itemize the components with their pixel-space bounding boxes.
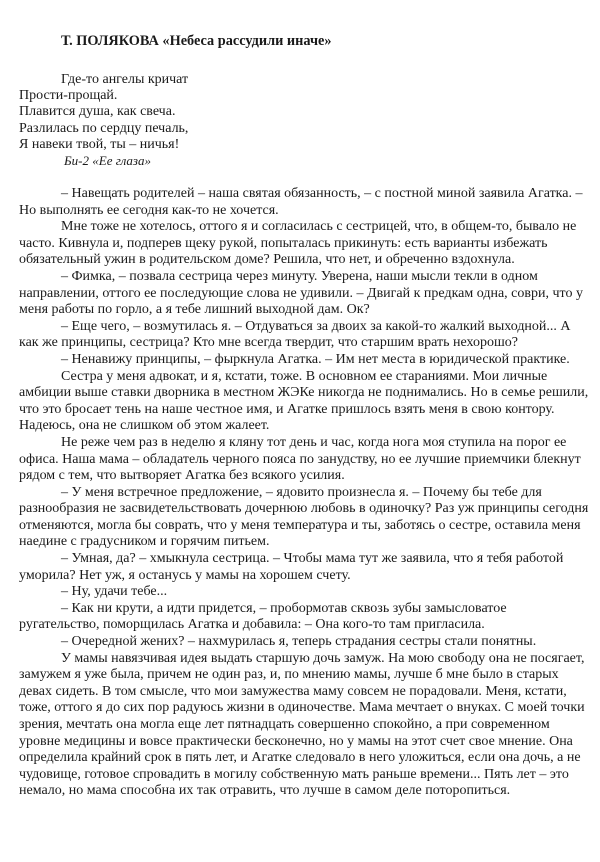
paragraph: – Как ни крути, а идти придется, – пробормотав сквозь зубы замысловатое ругательство, поморщилась Агатка и добавила: – Она кого-то там пригласила. <box>19 600 507 633</box>
epigraph-line: Я навеки твой, ты – ничья! <box>19 136 180 152</box>
paragraph: – Навещать родителей – наша святая обязанность, – с постной миной заявила Агатка. – Но выполнять ее сегодня как-то не хочется. <box>19 186 583 218</box>
paragraph: – Очередной жених? – нахмурилась я, теперь страдания сестры стали понятны. <box>61 634 537 650</box>
document-title: Т. ПОЛЯКОВА «Небеса рассудили иначе» <box>61 33 332 49</box>
paragraph: – Ненавижу принципы, – фыркнула Агатка. – Им нет места в юридической практике. <box>61 351 570 367</box>
story-body <box>19 186 589 800</box>
paragraph: – Ну, удачи тебе... <box>61 584 168 600</box>
epigraph-attribution: Би-2 «Ее глаза» <box>64 153 152 169</box>
epigraph-line: Плавится душа, как свеча. <box>19 104 176 120</box>
paragraph: Мне тоже не хотелось, оттого я и согласилась с сестрицей, что, в общем-то, бывало не часто. Кивнула и, подперев щеку рукой, попыталась прикинуть: есть варианты избежать обязательный ужин в родительском доме? Решила, что нет, и обреченно вздохнула. <box>19 219 577 268</box>
epigraph-line: Где-то ангелы кричат <box>61 72 189 87</box>
epigraph-line: Разлилась по сердцу печаль, <box>19 120 189 136</box>
paragraph: Не реже чем раз в неделю я кляну тот день и час, когда нога моя ступила на порог ее офиса. Наша мама – обладатель черного пояса по занудству, но ее лучшие приемчики блекнут рядом с тем, что вытворяет Агатка без всякого усилия. <box>19 434 581 484</box>
paragraph: – Еще чего, – возмутилась я. – Отдуваться за двоих за какой-то жалкий выходной... А как же принципы, сестрица? Кто мне всегда твердит, что старшим врать нехорошо? <box>19 318 571 351</box>
paragraph: У мамы навязчивая идея выдать старшую дочь замуж. На мою свободу она не посягает, замужем я уже была, причем не один раз, и, по мнению мамы, лучше б мне было в старых девах сидеть. В том смысле, что мои замужества маму совсем не порадовали. Меня, кстати, тоже, оттого я до сих пор радуюсь жизни в одиночестве. Мама мечтает о внуках. С моей точки зрения, мечтать она могла еще лет пятнадцать совершенно спокойно, а при современном уровне медицины и вовсе практически бесконечно, но у мамы на этот счет свое мнение. Она определила крайний срок в пять лет, и Агатке следовало в него уложиться, если она дочь, а не чудовище, готовое спровадить в могилу собственную мать раньше времени... Пять лет – это немало, но мама способна их так отравить, что лучше в самом деле поторопиться. <box>19 650 585 799</box>
paragraph: – Фимка, – позвала сестрица через минуту. Уверена, наши мысли текли в одном направлении, оттого ее последующие слова не удивили. – Двигай к предкам одна, соври, что у меня работы по горло, а я тебе лишний выходной дам. Ок? <box>19 268 583 318</box>
paragraph: Сестра у меня адвокат, и я, кстати, тоже. В основном ее стараниями. Мои личные амбиции выше ставки дворника в местном ЖЭКе никогда не поднимались. Но в семье решили, что это бросает тень на наше честное имя, и Агатке пришлось взять меня в свою контору. Надеюсь, она не слишком об этом жалеет. <box>19 368 589 434</box>
paragraph: – У меня встречное предложение, – ядовито произнесла я. – Почему бы тебе для разнообразия не засвидетельствовать дочернюю любовь в одиночку? Раз уж принципы сегодня отменяются, могла бы соврать, что у меня температура и ты, заботясь о сестре, оставила меня наедине с градусником и горячим питьем. <box>19 484 589 550</box>
epigraph-line: Прости-прощай. <box>19 88 118 104</box>
paragraph: – Умная, да? – хмыкнула сестрица. – Чтобы мама тут же заявила, что я тебя работой уморила? Нет уж, я останусь у мамы на хорошем счету. <box>19 551 564 583</box>
epigraph <box>19 72 188 169</box>
